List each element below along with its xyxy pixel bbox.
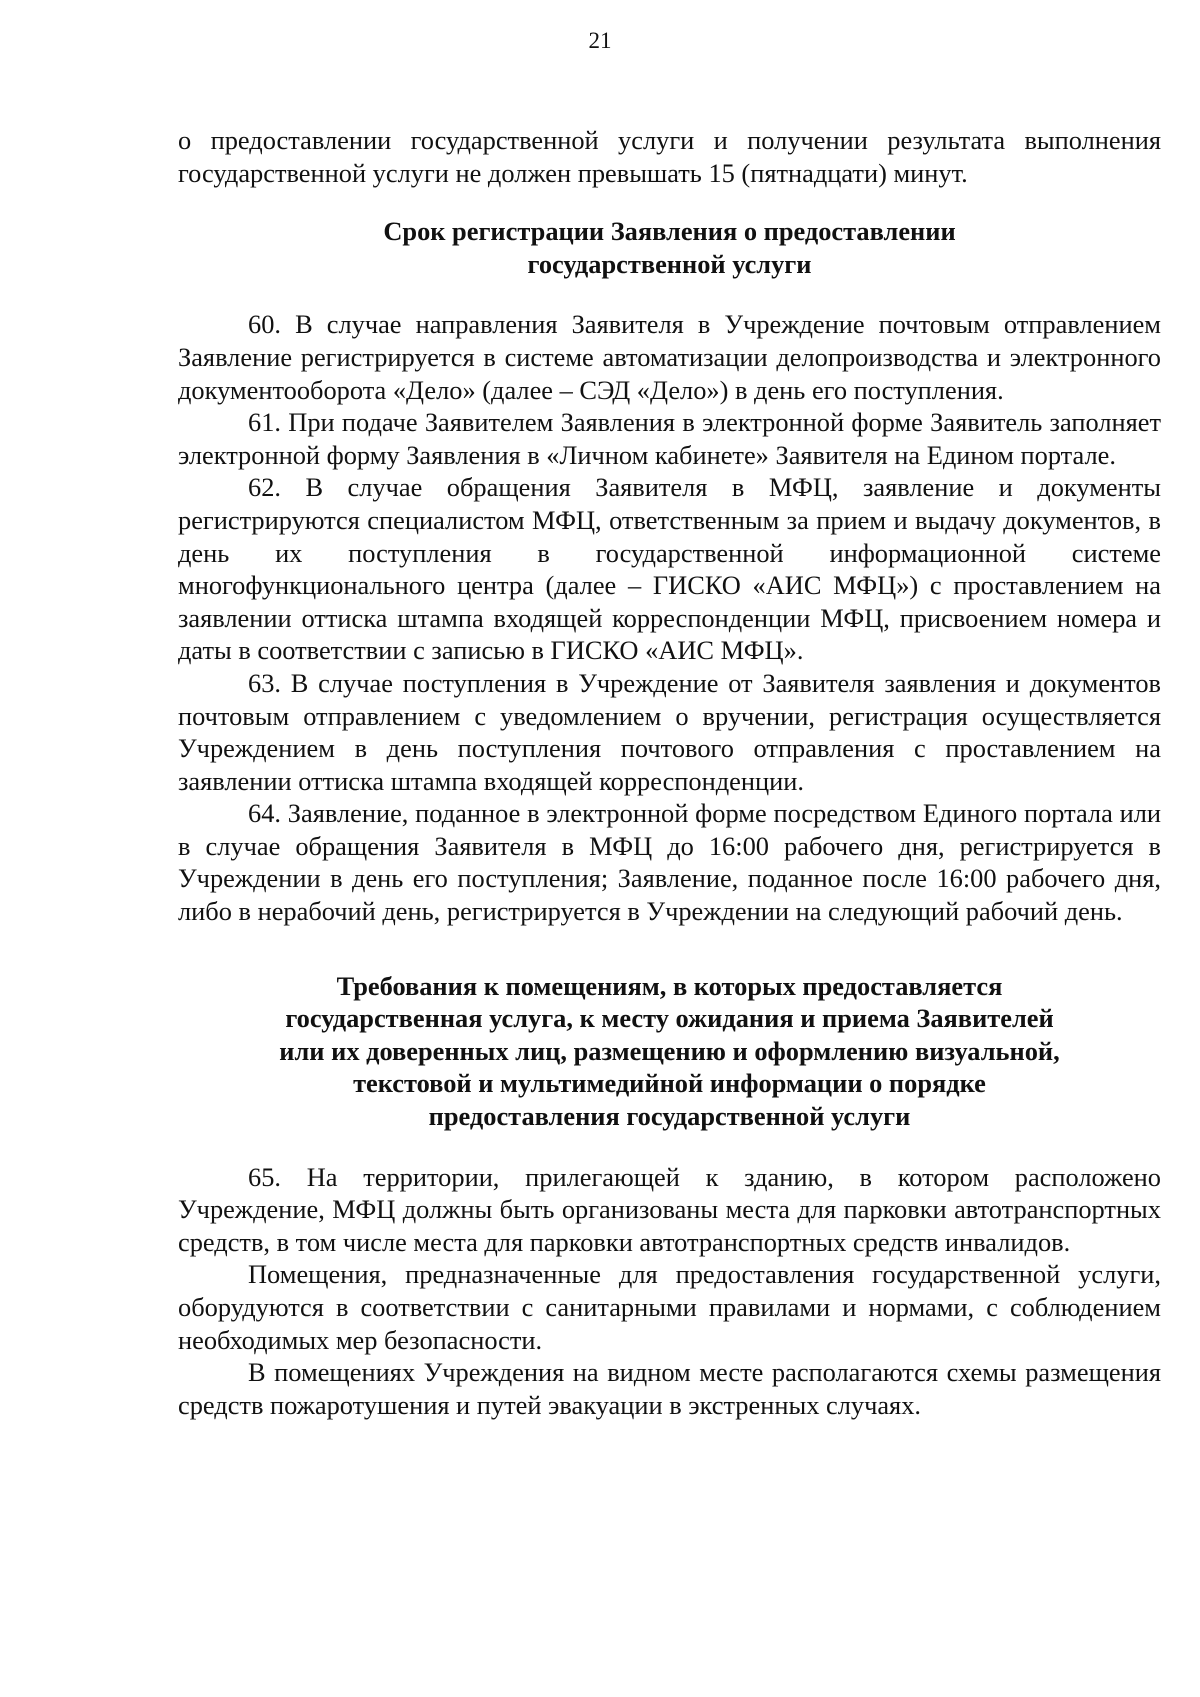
heading-line: государственной услуги [527,248,812,279]
heading-line: текстовой и мультимедийной информации о порядке [353,1068,986,1099]
paragraph-61: 61. При подаче Заявителем Заявления в электронной форме Заявитель заполняет электронной форму Заявления в «Личном кабинете» Заявителя на Едином портале. [178,407,1161,470]
heading-line: Требования к помещениям, в которых предоставляется [336,970,1003,1001]
paragraph-64: 64. Заявление, поданное в электронной форме посредством Единого портала или в случае обращения Заявителя в МФЦ до 16:00 рабочего дня, регистрируется в Учреждении в день его поступления; Заявление, поданное после 16:00 рабочего дня, либо в нерабочий день, регистрируется в Учреждении на следующий рабочий день. [178,798,1161,927]
paragraph-63: 63. В случае поступления в Учреждение от Заявителя заявления и документов почтовым отправлением с уведомлением о вручении, регистрация осуществляется Учреждением в день поступления почтового отправления с проставлением на заявлении оттиска штампа входящей корреспонденции. [178,667,1161,796]
section-heading-premises [178,970,1161,1133]
paragraph-65: 65. На территории, прилегающей к зданию, в котором расположено Учреждение, МФЦ должны быть организованы места для парковки автотранспортных средств, в том числе места для парковки автотранспортных средств инвалидов. [178,1161,1161,1257]
page-number: 21 [588,28,612,53]
heading-line: Срок регистрации Заявления о предоставлении [383,216,956,247]
paragraph-60: 60. В случае направления Заявителя в Учреждение почтовым отправлением Заявление регистрируется в системе автоматизации делопроизводства и электронного документооборота «Дело» (далее – СЭД «Дело») в день его поступления. [178,309,1161,405]
heading-line: или их доверенных лиц, размещению и оформлению визуальной, [279,1035,1060,1066]
paragraph-premises-equipment: Помещения, предназначенные для предоставления государственной услуги, оборудуются в соответствии с санитарными правилами и нормами, с соблюдением необходимых мер безопасности. [178,1259,1161,1355]
document-body [178,124,1161,1421]
heading-line: государственная услуга, к месту ожидания и приема Заявителей [285,1003,1054,1034]
intro-paragraph: о предоставлении государственной услуги и получении результата выполнения государственной услуги не должен превышать 15 (пятнадцати) минут. [178,125,1161,188]
section-heading-registration [178,215,1161,280]
paragraph-62: 62. В случае обращения Заявителя в МФЦ, заявление и документы регистрируются специалистом МФЦ, ответственным за прием и выдачу документов, в день их поступления в государственной информационной системе многофункционального центра (далее – ГИСКО «АИС МФЦ») с проставлением на заявлении оттиска штампа входящей корреспонденции МФЦ, присвоением номера и даты в соответствии с записью в ГИСКО «АИС МФЦ». [178,472,1161,666]
paragraph-evacuation-schemes: В помещениях Учреждения на видном месте располагаются схемы размещения средств пожаротушения и путей эвакуации в экстренных случаях. [178,1357,1161,1420]
heading-line: предоставления государственной услуги [428,1101,911,1132]
